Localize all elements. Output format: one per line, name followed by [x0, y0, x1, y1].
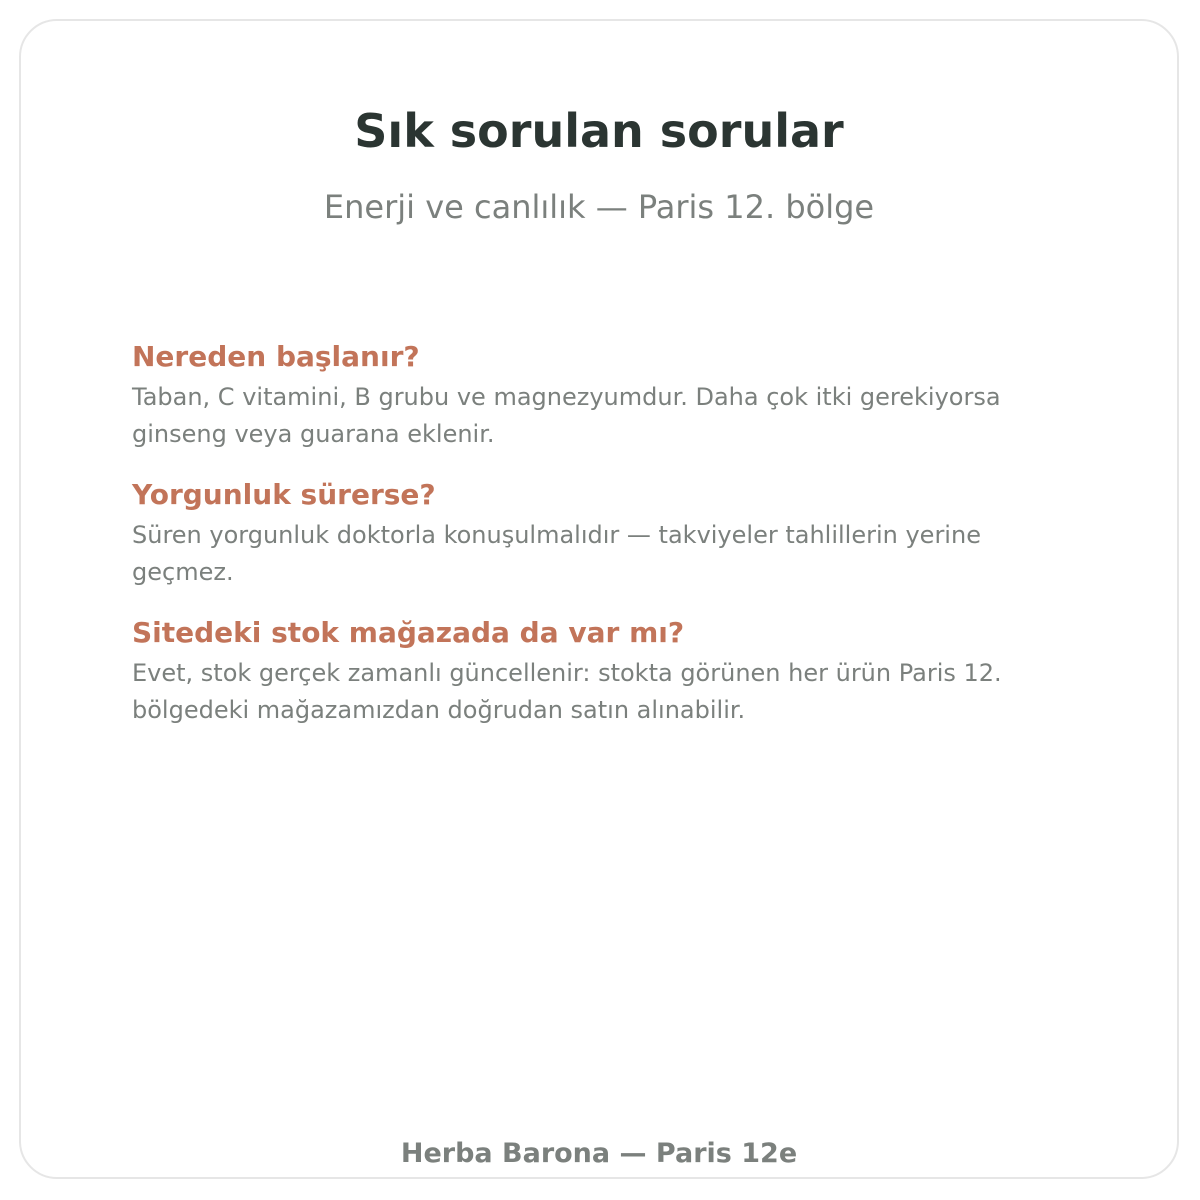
faq-list	[132, 339, 1052, 753]
faq-question: Nereden başlanır?	[132, 340, 420, 373]
faq-answer: Taban, C vitamini, B grubu ve magnezyumdur. Daha çok itki gerekiyorsa ginseng veya guarana eklenir.	[132, 383, 1001, 448]
faq-answer: Süren yorgunluk doktorla konuşulmalıdır — takviyeler tahlillerin yerine geçmez.	[132, 521, 981, 586]
page-title: Sık sorulan sorular	[354, 104, 844, 158]
faq-item	[132, 615, 1052, 729]
faq-item	[132, 477, 1052, 591]
faq-answer: Evet, stok gerçek zamanlı güncellenir: stokta görünen her ürün Paris 12. bölgedeki mağazamızdan doğrudan satın alınabilir.	[132, 659, 1002, 724]
page-subtitle: Enerji ve canlılık — Paris 12. bölge	[323, 188, 875, 226]
footer-brand: Herba Barona — Paris 12e	[400, 1138, 798, 1169]
faq-item	[132, 339, 1052, 453]
faq-question: Sitedeki stok mağazada da var mı?	[132, 616, 685, 649]
faq-question: Yorgunluk sürerse?	[132, 478, 436, 511]
faq-card	[19, 19, 1179, 1179]
